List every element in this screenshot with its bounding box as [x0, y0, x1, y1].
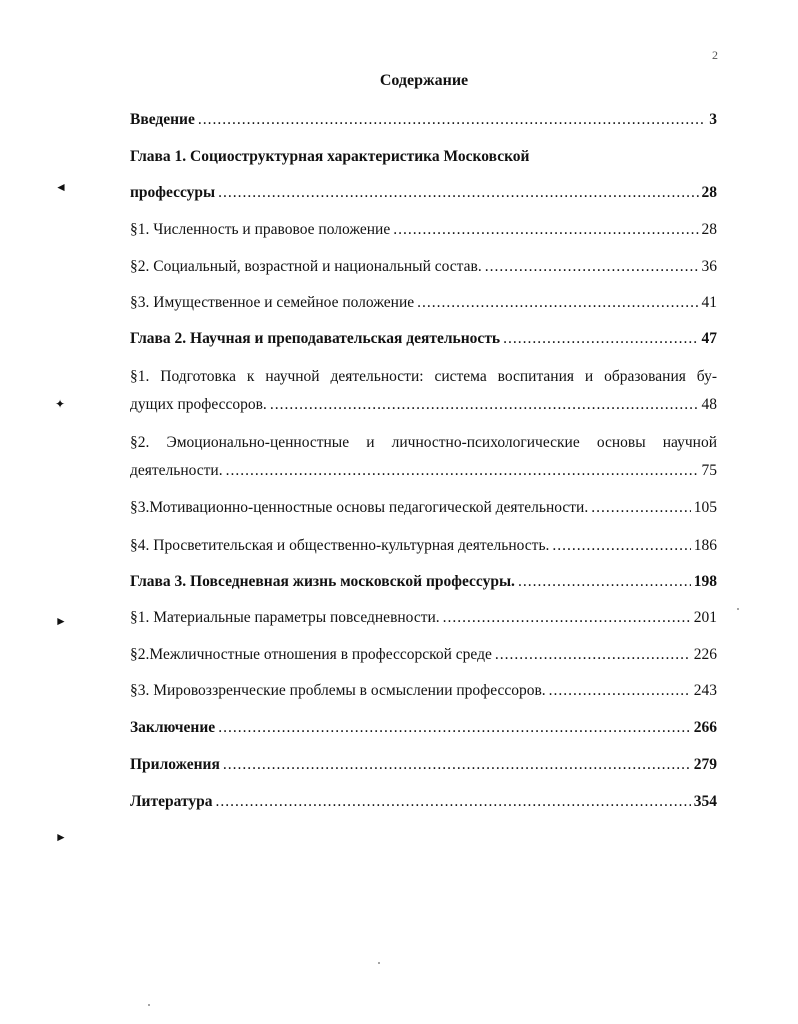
- leader-dots: [485, 258, 699, 276]
- leader-dots: [591, 499, 691, 517]
- leader-dots: [393, 221, 698, 239]
- toc-entry-page: 36: [701, 258, 717, 275]
- toc-entry-page: 279: [693, 756, 717, 773]
- toc-entry-title: деятельности.: [130, 462, 223, 479]
- toc-entry-title-line1: Глава 1. Социоструктурная характеристика Московской: [130, 148, 530, 165]
- toc-entry-page: 198: [693, 573, 717, 590]
- toc-entry-introduction: [130, 111, 717, 129]
- scan-speck: [737, 608, 739, 610]
- toc-entry-title: §4. Просветительская и общественно-культурная деятельность.: [130, 537, 550, 554]
- toc-entry-page: 3: [709, 111, 717, 128]
- leader-dots: [218, 719, 691, 737]
- toc-entry-ch2-section-3: [130, 499, 717, 517]
- page-number: 2: [712, 48, 718, 62]
- toc-entry-page: 28: [701, 221, 717, 238]
- leader-dots: [226, 462, 699, 480]
- toc-entry-chapter-2: [130, 330, 717, 348]
- leader-dots: [270, 396, 699, 414]
- toc-entry-page: 354: [693, 793, 717, 810]
- leader-dots: [549, 682, 691, 700]
- scan-speck: [148, 1004, 150, 1006]
- leader-dots: [495, 646, 691, 664]
- toc-entry-title: §1. Материальные параметры повседневности.: [130, 609, 440, 626]
- leader-dots: [552, 537, 690, 555]
- toc-entry-title: профессуры: [130, 184, 216, 201]
- toc-entry-page: 201: [693, 609, 717, 626]
- toc-entry-title: §2.Межличностные отношения в профессорской среде: [130, 646, 492, 663]
- toc-entry-page: 243: [693, 682, 717, 699]
- leader-dots: [198, 111, 706, 129]
- leader-dots: [218, 184, 698, 202]
- scan-speck: [378, 962, 380, 964]
- toc-entry-title: Глава 2. Научная и преподавательская деятельность: [130, 330, 501, 347]
- toc-entry-appendices: [130, 756, 717, 774]
- leader-dots: [503, 330, 698, 348]
- binding-mark-icon: ✦: [55, 397, 66, 411]
- toc-entry-title: §3. Имущественное и семейное положение: [130, 294, 415, 311]
- toc-entry-ch1-section-1: [130, 221, 717, 239]
- toc-entry-title: Заключение: [130, 719, 216, 736]
- toc-entry-title: §1. Численность и правовое положение: [130, 221, 391, 238]
- toc-entry-bibliography: [130, 793, 717, 811]
- toc-entry-chapter-3: [130, 573, 717, 591]
- toc-entry-chapter-1: [130, 148, 717, 202]
- toc-entry-title-line1: §1. Подготовка к научной деятельности: система воспитания и образования бу-: [130, 368, 717, 385]
- binding-mark-icon: ►: [55, 614, 67, 628]
- toc-entry-page: 28: [701, 184, 717, 201]
- toc-entry-page: 75: [701, 462, 717, 479]
- toc-entry-page: 266: [693, 719, 717, 736]
- binding-mark-icon: ►: [55, 830, 67, 844]
- toc-entry-ch2-section-2: [130, 434, 717, 480]
- binding-mark-icon: ◄: [55, 180, 67, 194]
- toc-entry-title: Введение: [130, 111, 195, 128]
- toc-entry-page: 41: [701, 294, 717, 311]
- leader-dots: [223, 756, 691, 774]
- toc-entry-title: §2. Социальный, возрастной и национальный состав.: [130, 258, 482, 275]
- toc-entry-title: Литература: [130, 793, 213, 810]
- toc-entry-ch1-section-2: [130, 258, 717, 276]
- toc-entry-title: Глава 3. Повседневная жизнь московской профессуры.: [130, 573, 515, 590]
- toc-entry-ch3-section-3: [130, 682, 717, 700]
- toc-entry-page: 47: [701, 330, 717, 347]
- leader-dots: [215, 793, 690, 811]
- toc-entry-ch2-section-1: [130, 368, 717, 414]
- toc-entry-title: Приложения: [130, 756, 220, 773]
- leader-dots: [417, 294, 698, 312]
- toc-entry-title: дущих профессоров.: [130, 396, 267, 413]
- toc-entry-ch3-section-2: [130, 646, 717, 664]
- leader-dots: [518, 573, 691, 591]
- toc-entry-ch2-section-4: [130, 537, 717, 555]
- toc-entry-title: §3. Мировоззренческие проблемы в осмыслении профессоров.: [130, 682, 546, 699]
- toc-entry-ch1-section-3: [130, 294, 717, 312]
- toc-entry-conclusion: [130, 719, 717, 737]
- toc-entry-title-line1: §2. Эмоционально-ценностные и личностно-психологические основы научной: [130, 434, 717, 451]
- leader-dots: [443, 609, 691, 627]
- toc-entry-ch3-section-1: [130, 609, 717, 627]
- toc-entry-page: 226: [693, 646, 717, 663]
- toc-entry-page: 48: [701, 396, 717, 413]
- toc-title: Содержание: [379, 72, 469, 89]
- toc-entry-page: 105: [693, 499, 717, 516]
- toc-entry-page: 186: [693, 537, 717, 554]
- toc-entry-title: §3.Мотивационно-ценностные основы педагогической деятельности.: [130, 499, 589, 516]
